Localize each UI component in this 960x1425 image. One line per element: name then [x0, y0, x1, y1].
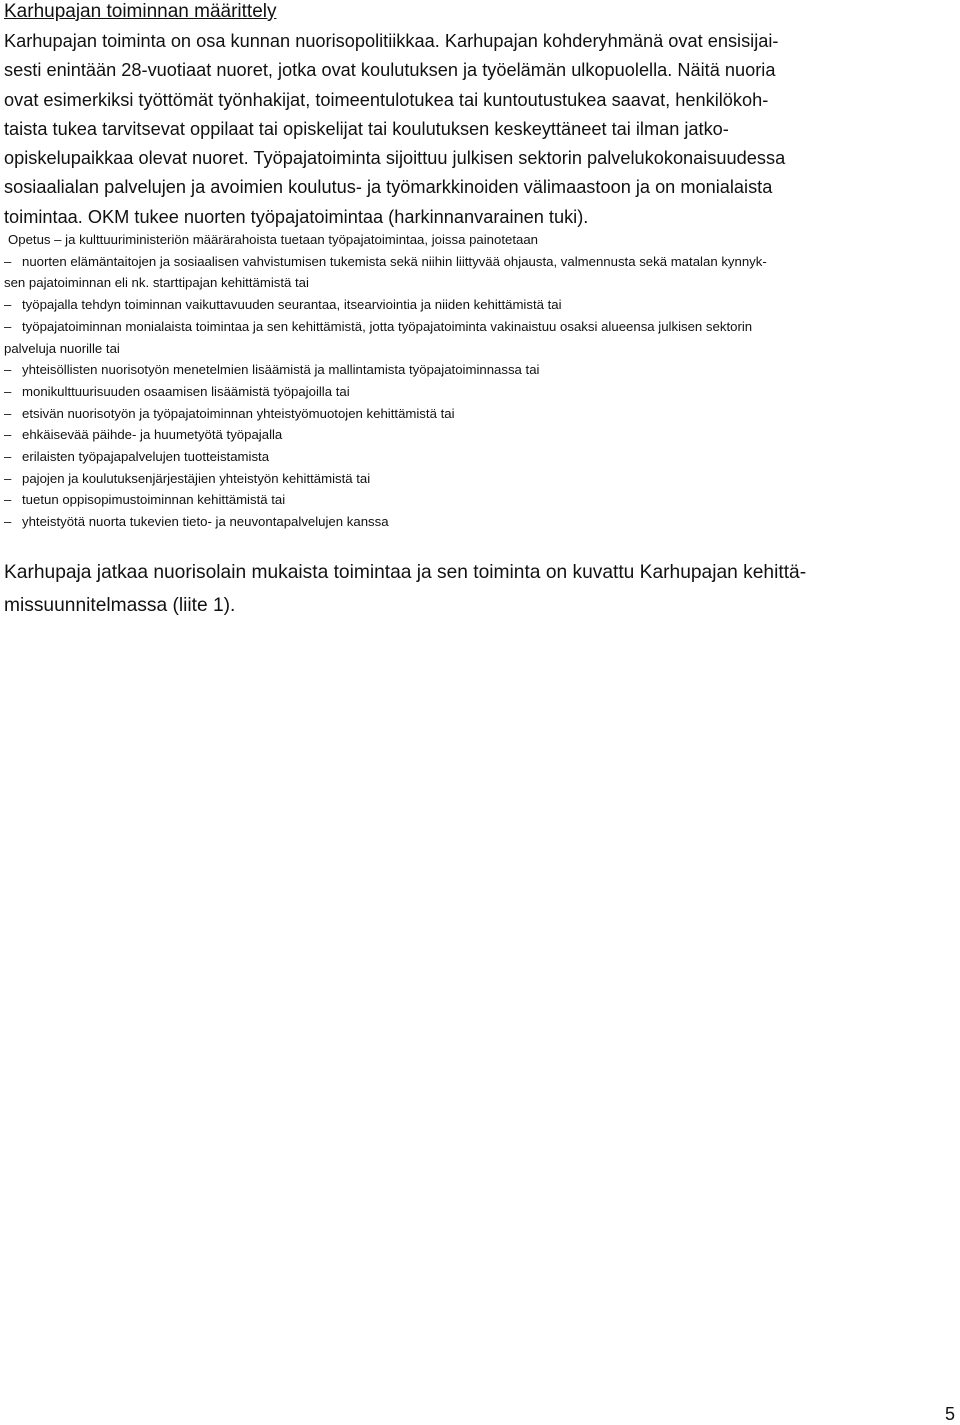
dash-bullet: –	[4, 514, 12, 530]
list-item: – työpajatoiminnan monialaista toimintaa ja sen kehittämistä, jotta työpajatoiminta vakinaistuu osaksi alueensa julkisen sektorin	[4, 316, 956, 338]
dash-bullet: –	[4, 318, 12, 334]
dash-bullet: –	[4, 492, 12, 508]
list-item-continuation: palveluja nuorille tai	[4, 340, 120, 356]
list-item: – tuetun oppisopimustoiminnan kehittämistä tai	[4, 489, 956, 511]
list-item: – monikulttuurisuuden osaamisen lisäämistä työpajoilla tai	[4, 381, 956, 403]
list-item: – ehkäisevää päihde- ja huumetyötä työpajalla	[4, 424, 956, 446]
closing-paragraph	[4, 556, 956, 622]
funding-intro: Opetus – ja kulttuuriministeriön määrärahoista tuetaan työpajatoimintaa, joissa painotetaan	[8, 232, 539, 247]
intro-line: toimintaa. OKM tukee nuorten työpajatoimintaa (harkinnanvarainen tuki).	[4, 206, 589, 227]
dash-bullet: –	[4, 253, 12, 269]
closing-line: Karhupaja jatkaa nuorisolain mukaista toimintaa ja sen toiminta on kuvattu Karhupajan kehittä-	[4, 562, 807, 583]
list-item: – yhteisöllisten nuorisotyön menetelmien lisäämistä ja mallintamista työpajatoiminnassa tai	[4, 359, 956, 381]
list-item: – etsivän nuorisotyön ja työpajatoiminnan yhteistyömuotojen kehittämistä tai	[4, 403, 956, 425]
dash-bullet: –	[4, 449, 12, 465]
closing-line: missuunnitelmassa (liite 1).	[4, 595, 236, 616]
list-item: – nuorten elämäntaitojen ja sosiaalisen vahvistumisen tukemista sekä niihin liittyvää ohjausta, valmennusta sekä matalan kynnyk-	[4, 251, 956, 273]
page-number: 5	[944, 1404, 955, 1424]
intro-line: taista tukea tarvitsevat oppilaat tai opiskelijat tai koulutuksen keskeyttäneet tai ilman jatko-	[4, 118, 729, 139]
dash-bullet: –	[4, 427, 12, 443]
dash-bullet: –	[4, 405, 12, 421]
dash-bullet: –	[4, 383, 12, 399]
intro-line: ovat esimerkiksi työttömät työnhakijat, toimeentulotukea tai kuntoutustukea saavat, henkilökoh-	[4, 89, 769, 110]
list-item: – pajojen ja koulutuksenjärjestäjien yhteistyön kehittämistä tai	[4, 468, 956, 490]
section-heading: Karhupajan toiminnan määrittely	[4, 1, 277, 22]
intro-line: Karhupajan toiminta on osa kunnan nuorisopolitiikkaa. Karhupajan kohderyhmänä ovat ensisijai-	[4, 31, 779, 51]
funding-list	[4, 229, 956, 533]
dash-bullet: –	[4, 297, 12, 313]
dash-bullet: –	[4, 470, 12, 486]
intro-line: opiskelupaikkaa olevat nuoret. Työpajatoiminta sijoittuu julkisen sektorin palvelukokonaisuudessa	[4, 148, 786, 169]
intro-line: sesti enintään 28-vuotiaat nuoret, jotka ovat koulutuksen ja työelämän ulkopuolella. Näitä nuoria	[4, 60, 776, 81]
intro-line: sosiaalialan palvelujen ja avoimien koulutus- ja työmarkkinoiden välimaastoon ja on monialaista	[4, 177, 773, 198]
list-item-continuation: sen pajatoiminnan eli nk. starttipajan kehittämistä tai	[4, 275, 309, 291]
list-item: – yhteistyötä nuorta tukevien tieto- ja neuvontapalvelujen kanssa	[4, 511, 956, 533]
list-item: – työpajalla tehdyn toiminnan vaikuttavuuden seurantaa, itsearviointia ja niiden kehittämistä tai	[4, 294, 956, 316]
list-item: – erilaisten työpajapalvelujen tuotteistamista	[4, 446, 956, 468]
dash-bullet: –	[4, 362, 12, 378]
intro-paragraph	[4, 27, 956, 232]
